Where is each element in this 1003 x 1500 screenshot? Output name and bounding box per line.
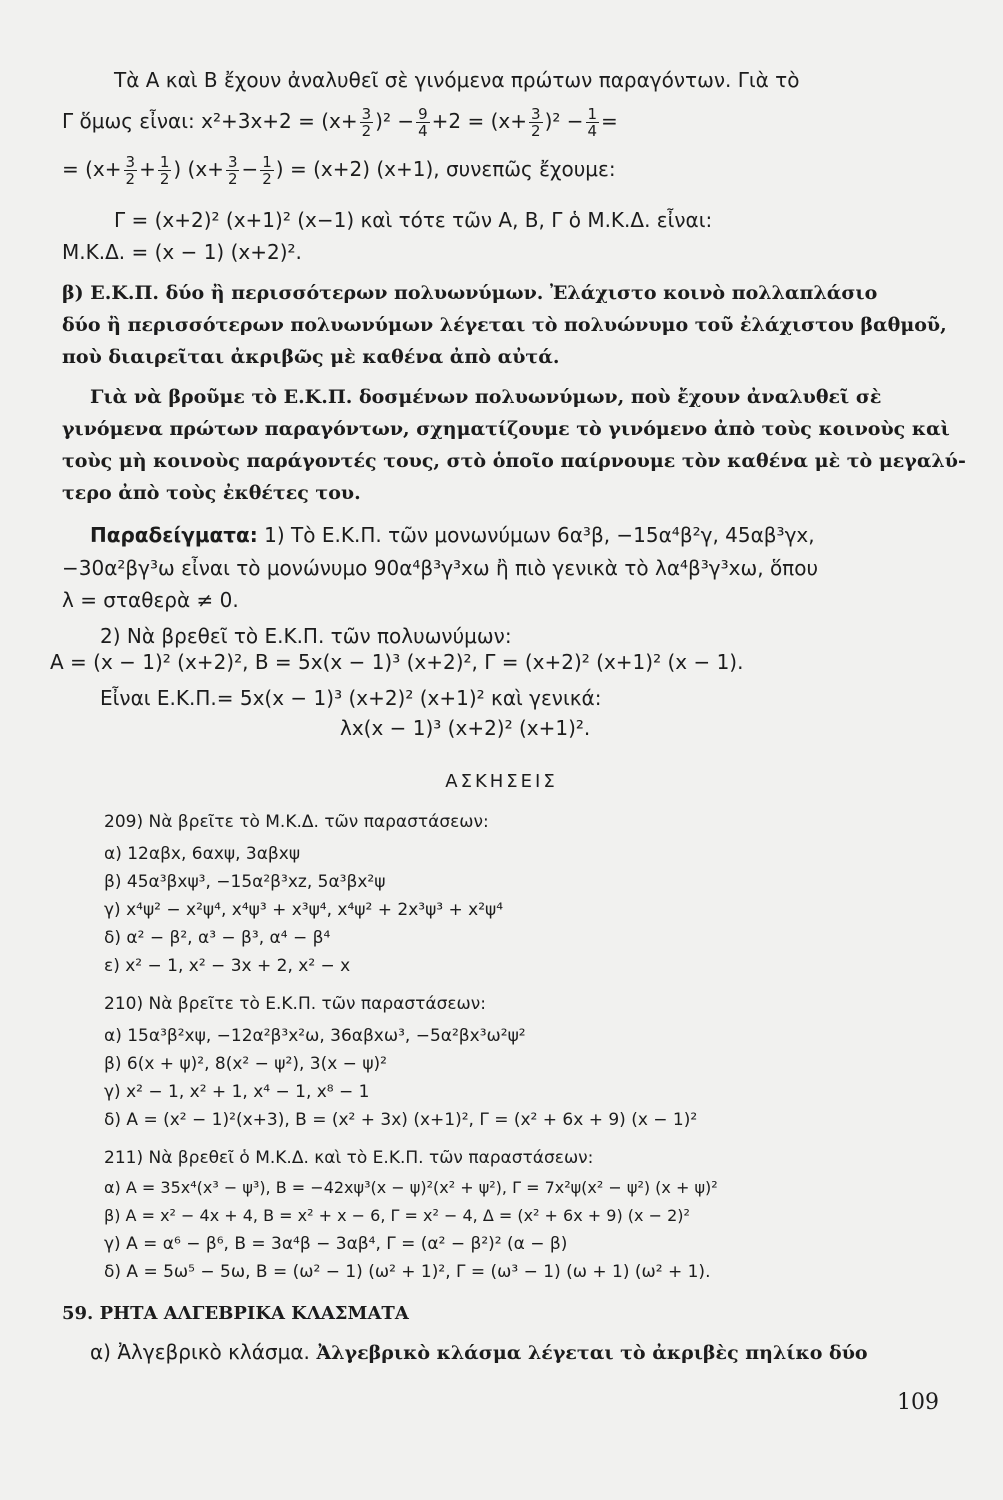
exercise-209-c: γ) x⁴ψ² − x²ψ⁴, x⁴ψ³ + x³ψ⁴, x⁴ψ² + 2x³ψ³ + x²ψ⁴ [104, 900, 504, 920]
intro-line-4: Γ = (x+2)² (x+1)² (x−1) καὶ τότε τῶν Α, Β, Γ ὁ Μ.Κ.Δ. εἶναι: [114, 208, 713, 232]
intro-line-2-start: Γ ὅμως εἶναι: x²+3x+2 = (x+ [62, 109, 358, 133]
example-2-line-3: Εἶναι Ε.Κ.Π.= 5x(x − 1)³ (x+2)² (x+1)² καὶ γενικά: [100, 686, 602, 710]
exercise-211-c: γ) Α = α⁶ − β⁶, Β = 3α⁴β − 3αβ⁴, Γ = (α² − β²)² (α − β) [104, 1234, 568, 1254]
exercise-209-d: δ) α² − β², α³ − β³, α⁴ − β⁴ [104, 928, 331, 948]
intro-line-5: Μ.Κ.Δ. = (x − 1) (x+2)². [62, 240, 302, 264]
section-59-line-1: α) Ἀλγεβρικὸ κλάσμα. Ἀλγεβρικὸ κλάσμα λέγεται τὸ ἀκριβὲς πηλίκο δύο [90, 1340, 868, 1364]
lcm-definition-line-3: ποὺ διαιρεῖται ἀκριβῶς μὲ καθένα ἀπὸ αὐτά. [62, 346, 560, 368]
intro-line-1: Τὰ Α καὶ Β ἔχουν ἀναλυθεῖ σὲ γινόμενα πρώτων παραγόντων. Γιὰ τὸ [114, 68, 800, 92]
exercise-209-e: ε) x² − 1, x² − 3x + 2, x² − x [104, 956, 351, 976]
fraction: $\frac{3}{2}$ [125, 153, 136, 188]
intro-line-2: Γ ὅμως εἶναι: x²+3x+2 = (x+ $\frac{3}{2}$ )² − $\frac{9}{4}$ +2 = (x+ $\frac{3}{2}$ )² − $\frac{1}{4}$ = [62, 105, 618, 140]
lcm-definition-line-1: β) Ε.Κ.Π. δύο ἢ περισσότερων πολυωνύμων. Ἐλάχιστο κοινὸ πολλαπλάσιο [62, 282, 878, 304]
example-1-line-2: −30α²βγ³ω εἶναι τὸ μονώνυμο 90α⁴β³γ³xω ἢ πιὸ γενικὰ τὸ λα⁴β³γ³xω, ὅπου [62, 556, 819, 580]
fraction: $\frac{9}{4}$ [418, 105, 428, 140]
exercise-210-a: α) 15α³β²xψ, −12α²β³x²ω, 36αβxω³, −5α²βx³ω²ψ² [104, 1026, 526, 1046]
exercise-211-d: δ) Α = 5ω⁵ − 5ω, Β = (ω² − 1) (ω² + 1)², Γ = (ω³ − 1) (ω + 1) (ω² + 1). [104, 1262, 711, 1282]
exercise-210-b: β) 6(x + ψ)², 8(x² − ψ²), 3(x − ψ)² [104, 1054, 387, 1074]
exercise-211: 211) Νὰ βρεθεῖ ὁ Μ.Κ.Δ. καὶ τὸ Ε.Κ.Π. τῶν παραστάσεων: [104, 1148, 594, 1168]
exercise-209: 209) Νὰ βρεῖτε τὸ Μ.Κ.Δ. τῶν παραστάσεων: [104, 812, 489, 832]
lcm-method-line-1: Γιὰ νὰ βροῦμε τὸ Ε.Κ.Π. δοσμένων πολυωνύμων, ποὺ ἔχουν ἀναλυθεῖ σὲ [90, 386, 882, 408]
exercise-211-b: β) Α = x² − 4x + 4, Β = x² + x − 6, Γ = x² − 4, Δ = (x² + 6x + 9) (x − 2)² [104, 1206, 690, 1225]
fraction: $\frac{3}{2}$ [227, 153, 238, 188]
exercise-210-c: γ) x² − 1, x² + 1, x⁴ − 1, x⁸ − 1 [104, 1082, 370, 1102]
section-59-title: 59. ΡΗΤΑ ΑΛΓΕΒΡΙΚΑ ΚΛΑΣΜΑΤΑ [62, 1303, 409, 1324]
fraction: $\frac{3}{2}$ [361, 105, 372, 140]
example-1-line-3: λ = σταθερὰ ≠ 0. [62, 588, 239, 612]
fraction: $\frac{1}{2}$ [159, 153, 170, 188]
fraction: $\frac{1}{4}$ [587, 105, 598, 140]
intro-line-3: = (x+ $\frac{3}{2}$ + $\frac{1}{2}$ ) (x+ $\frac{3}{2}$ − $\frac{1}{2}$ ) = (x+2) (x+1), συνεπῶς ἔχουμε: [62, 153, 616, 188]
example-2-line-4: λx(x − 1)³ (x+2)² (x+1)². [340, 716, 591, 740]
examples-label: Παραδείγματα: [90, 523, 258, 547]
fraction: $\frac{1}{2}$ [262, 153, 272, 188]
example-2-line-2: Α = (x − 1)² (x+2)², Β = 5x(x − 1)³ (x+2)², Γ = (x+2)² (x+1)² (x − 1). [50, 650, 744, 674]
exercise-210-d: δ) Α = (x² − 1)²(x+3), Β = (x² + 3x) (x+1)², Γ = (x² + 6x + 9) (x − 1)² [104, 1110, 698, 1130]
example-1-line-1: Παραδείγματα: 1) Τὸ Ε.Κ.Π. τῶν μονωνύμων 6α³β, −15α⁴β²γ, 45αβ³γx, [90, 523, 815, 547]
exercise-211-a: α) Α = 35x⁴(x³ − ψ³), Β = −42xψ³(x − ψ)²(x² + ψ²), Γ = 7x²ψ(x² − ψ²) (x + ψ)² [104, 1178, 718, 1197]
exercises-heading: ΑΣΚΗΣΕΙΣ [445, 771, 558, 792]
page-number: 109 [897, 1390, 939, 1415]
example-2-line-1: 2) Νὰ βρεθεῖ τὸ Ε.Κ.Π. τῶν πολυωνύμων: [100, 624, 512, 648]
lcm-method-line-2: γινόμενα πρώτων παραγόντων, σχηματίζουμε τὸ γινόμενο ἀπὸ τοὺς κοινοὺς καὶ [62, 418, 950, 440]
fraction: $\frac{3}{2}$ [531, 105, 541, 140]
lcm-method-line-4: τερο ἀπὸ τοὺς ἐκθέτες του. [62, 482, 361, 504]
lcm-method-line-3: τοὺς μὴ κοινοὺς παράγοντές τους, στὸ ὁποῖο παίρνουμε τὸν καθένα μὲ τὸ μεγαλύ- [62, 450, 966, 472]
exercise-209-b: β) 45α³βxψ³, −15α²β³xz, 5α³βx²ψ [104, 872, 386, 892]
lcm-definition-line-2: δύο ἢ περισσότερων πολυωνύμων λέγεται τὸ πολυώνυμο τοῦ ἐλάχιστου βαθμοῦ, [62, 314, 947, 336]
exercise-209-a: α) 12αβx, 6αxψ, 3αβxψ [104, 844, 301, 864]
exercise-210: 210) Νὰ βρεῖτε τὸ Ε.Κ.Π. τῶν παραστάσεων: [104, 994, 486, 1014]
